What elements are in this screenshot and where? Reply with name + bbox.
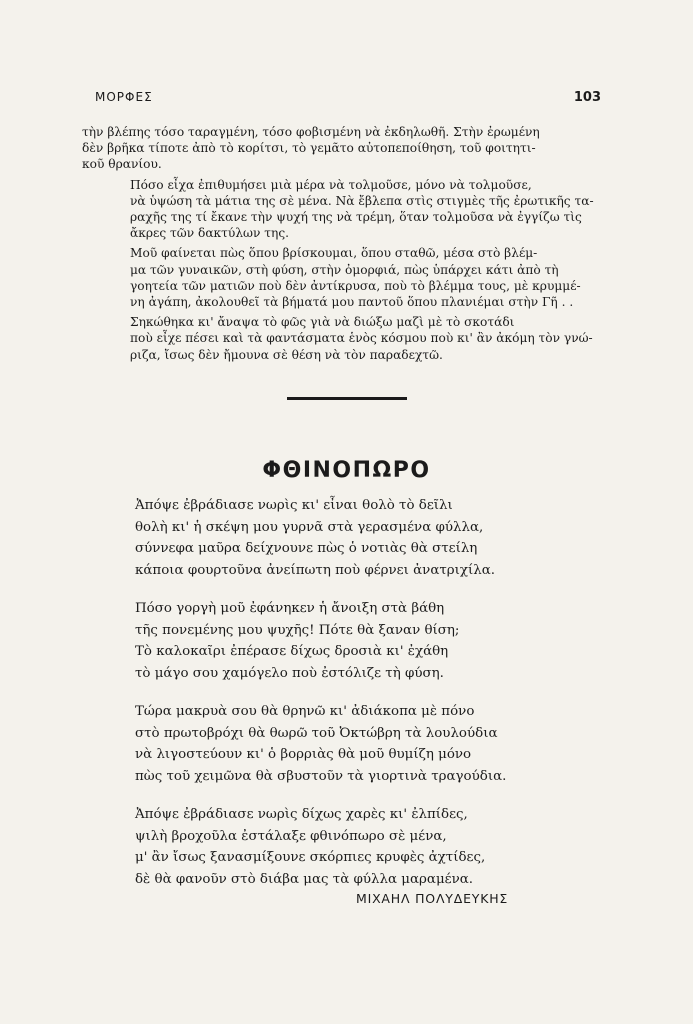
page-header	[95, 90, 601, 110]
poem-verse: Ἀπόψε ἐβράδιασε νωρὶς δίχως χαρὲς κι' ἐλπίδες,	[135, 807, 468, 822]
poem-stanza	[135, 495, 595, 581]
poem-author: ΜΙΧΑΗΛ ΠΟΛΥΔΕΥΚΗΣ	[356, 891, 509, 906]
page-number: 103	[573, 90, 601, 105]
poem-verse: Τὸ καλοκαῖρι ἐπέρασε δίχως δροσιὰ κι' ἐχάθη	[135, 644, 449, 659]
prose-line: ποὺ εἶχε πέσει καὶ τὰ φαντάσματα ἑνὸς κόσμου ποὺ κι' ἂν ἀκόμη τὸν γνώ-	[130, 331, 593, 346]
poem-verse: Πόσο γοργὴ μοῦ ἐφάνηκεν ἡ ἄνοιξη στὰ βάθη	[135, 601, 445, 616]
poem-verse: Ἀπόψε ἐβράδιασε νωρὶς κι' εἶναι θολὸ τὸ δεῖλι	[135, 498, 453, 513]
poem-verse: σύννεφα μαῦρα δείχνουνε πὼς ὁ νοτιὰς θὰ στείλη	[135, 541, 478, 556]
poem-stanza	[135, 598, 595, 684]
poem-verse: ψιλὴ βροχοῦλα ἐστάλαξε φθινόπωρο σὲ μένα,	[135, 828, 447, 844]
prose-line: νη ἀγάπη, ἀκολουθεῖ τὰ βήματά μου παντοῦ ὅπου πλανιέμαι στὴν Γῆ . .	[130, 295, 574, 310]
poem-verse: Τώρα μακρυὰ σου θὰ θρηνῶ κι' ἀδιάκοπα μὲ πόνο	[135, 704, 475, 719]
poem-verse: νὰ λιγοστεύουν κι' ὁ βορριὰς θὰ μοῦ θυμίζη μόνο	[135, 747, 472, 762]
prose-paragraph	[82, 314, 618, 363]
poem-verse: στὸ πρωτοβρόχι θὰ θωρῶ τοῦ Ὀκτώβρη τὰ λουλούδια	[135, 725, 498, 741]
poem-stanza	[135, 804, 595, 890]
prose-line: ἄκρες τῶν δακτύλων της.	[130, 226, 290, 241]
prose-line: Πόσο εἶχα ἐπιθυμήσει μιὰ μέρα νὰ τολμοῦσε, μόνο νὰ τολμοῦσε,	[130, 177, 532, 192]
prose-line: νὰ ὑψώση τὰ μάτια της σὲ μένα. Νὰ ἔβλεπα στὶς στιγμὲς τῆς ἐρωτικῆς τα-	[130, 193, 594, 208]
prose-line: δὲν βρῆκα τίποτε ἀπὸ τὸ κορίτσι, τὸ γεμᾶτο αὐτοπεποίθηση, τοῦ φοιτητι-	[82, 141, 536, 156]
poem-title: ΦΘΙΝΟΠΩΡΟ	[262, 458, 431, 483]
section-divider	[287, 397, 407, 400]
prose-line: ραχῆς της τί ἔκανε τὴν ψυχή της νὰ τρέμη, ὅταν τολμοῦσα νὰ ἐγγίζω τὶς	[130, 210, 582, 225]
prose-line: γοητεία τῶν ματιῶν ποὺ δὲν ἀντίκρυσα, ποὺ τὸ βλέμμα τους, μὲ κρυμμέ-	[130, 278, 581, 293]
poem-verse: τὸ μάγο σου χαμόγελο ποὺ ἐστόλιζε τὴ φύση.	[135, 665, 444, 681]
prose-line: Μοῦ φαίνεται πὼς ὅπου βρίσκουμαι, ὅπου σταθῶ, μέσα στὸ βλέμ-	[130, 246, 538, 261]
prose-paragraph	[82, 177, 618, 242]
poem-verse: πὼς τοῦ χειμῶνα θὰ σβυστοῦν τὰ γιορτινὰ τραγούδια.	[135, 768, 507, 784]
prose-line: τὴν βλέπης τόσο ταραγμένη, τόσο φοβισμένη νὰ ἐκδηλωθῆ. Στὴν ἐρωμένη	[82, 125, 540, 139]
prose-section	[82, 124, 618, 367]
running-title: ΜΟΡΦΕΣ	[95, 90, 153, 104]
poem-verse: δὲ θὰ φανοῦν στὸ διάβα μας τὰ φύλλα μαραμένα.	[135, 871, 474, 887]
poem-verse: θολὴ κι' ἡ σκέψη μου γυρνᾶ στὰ γερασμένα φύλλα,	[135, 519, 484, 535]
prose-line: ριζα, ἴσως δὲν ἤμουνα σὲ θέση νὰ τὸν παραδεχτῶ.	[130, 347, 443, 362]
prose-line: μα τῶν γυναικῶν, στὴ φύση, στὴν ὀμορφιά, πὼς ὑπάρχει κάτι ἀπὸ τὴ	[130, 262, 559, 277]
prose-paragraph	[82, 245, 618, 310]
poem-stanza	[135, 701, 595, 787]
poem-verse: κάποια φουρτοῦνα ἀνείπωτη ποὺ φέρνει ἀνατριχίλα.	[135, 562, 496, 578]
prose-line: Σηκώθηκα κι' ἄναψα τὸ φῶς γιὰ νὰ διώξω μαζὶ μὲ τὸ σκοτάδι	[130, 315, 515, 330]
prose-paragraph	[82, 124, 618, 173]
poem-body	[135, 495, 595, 907]
prose-line: κοῦ θρανίου.	[82, 157, 162, 172]
poem-verse: τῆς πονεμένης μου ψυχῆς! Πότε θὰ ξαναν θίση;	[135, 622, 460, 638]
poem-verse: μ' ἂν ἴσως ξανασμίξουνε σκόρπιες κρυφὲς ἀχτίδες,	[135, 850, 486, 865]
